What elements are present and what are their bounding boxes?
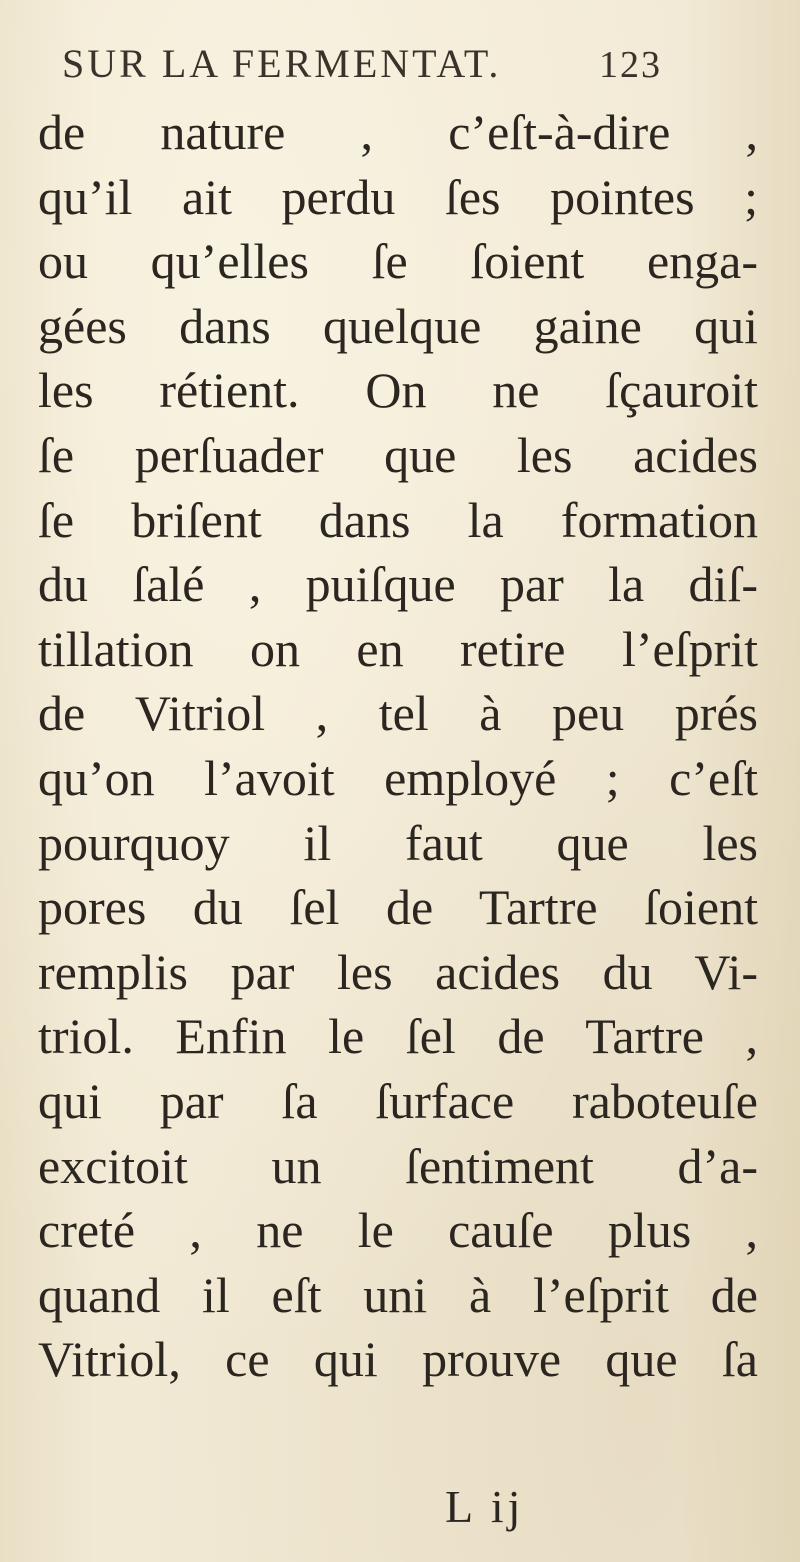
text-line: du ſalé , puiſque par la diſ- bbox=[38, 556, 758, 613]
text-line: ſe briſent dans la formation bbox=[38, 491, 758, 548]
page-number: 123 bbox=[599, 44, 662, 86]
text-line: qu’on l’avoit employé ; c’eſt bbox=[38, 749, 758, 806]
text-line: ou qu’elles ſe ſoient enga- bbox=[38, 233, 758, 290]
catchword-signature: L ij bbox=[445, 1481, 525, 1532]
text-line: gées dans quelque gaine qui bbox=[38, 297, 758, 354]
text-line: triol. Enfin le ſel de Tartre , bbox=[38, 1008, 758, 1065]
text-line: pores du ſel de Tartre ſoient bbox=[38, 879, 758, 936]
text-line: creté , ne le cauſe plus , bbox=[38, 1202, 758, 1259]
text-line: pourquoy il faut que les bbox=[38, 814, 758, 871]
text-line: tillation on en retire l’eſprit bbox=[38, 620, 758, 677]
text-line: qui par ſa ſurface raboteuſe bbox=[38, 1072, 758, 1129]
body-text bbox=[38, 100, 758, 1392]
text-line: excitoit un ſentiment d’a- bbox=[38, 1137, 758, 1194]
text-line: quand il eſt uni à l’eſprit de bbox=[38, 1266, 758, 1323]
running-head: SUR LA FERMENTAT. bbox=[62, 41, 502, 86]
text-line: remplis par les acides du Vi- bbox=[38, 943, 758, 1000]
text-line: de Vitriol , tel à peu prés bbox=[38, 685, 758, 742]
text-line: qu’il ait perdu ſes pointes ; bbox=[38, 168, 758, 225]
text-line: ſe perſuader que les acides bbox=[38, 426, 758, 483]
text-line: les rétient. On ne ſçauroit bbox=[38, 362, 758, 419]
page-header bbox=[62, 40, 662, 100]
text-line: Vitriol, ce qui prouve que ſa bbox=[38, 1331, 758, 1388]
text-line: de nature , c’eſt-à-dire , bbox=[38, 104, 758, 160]
